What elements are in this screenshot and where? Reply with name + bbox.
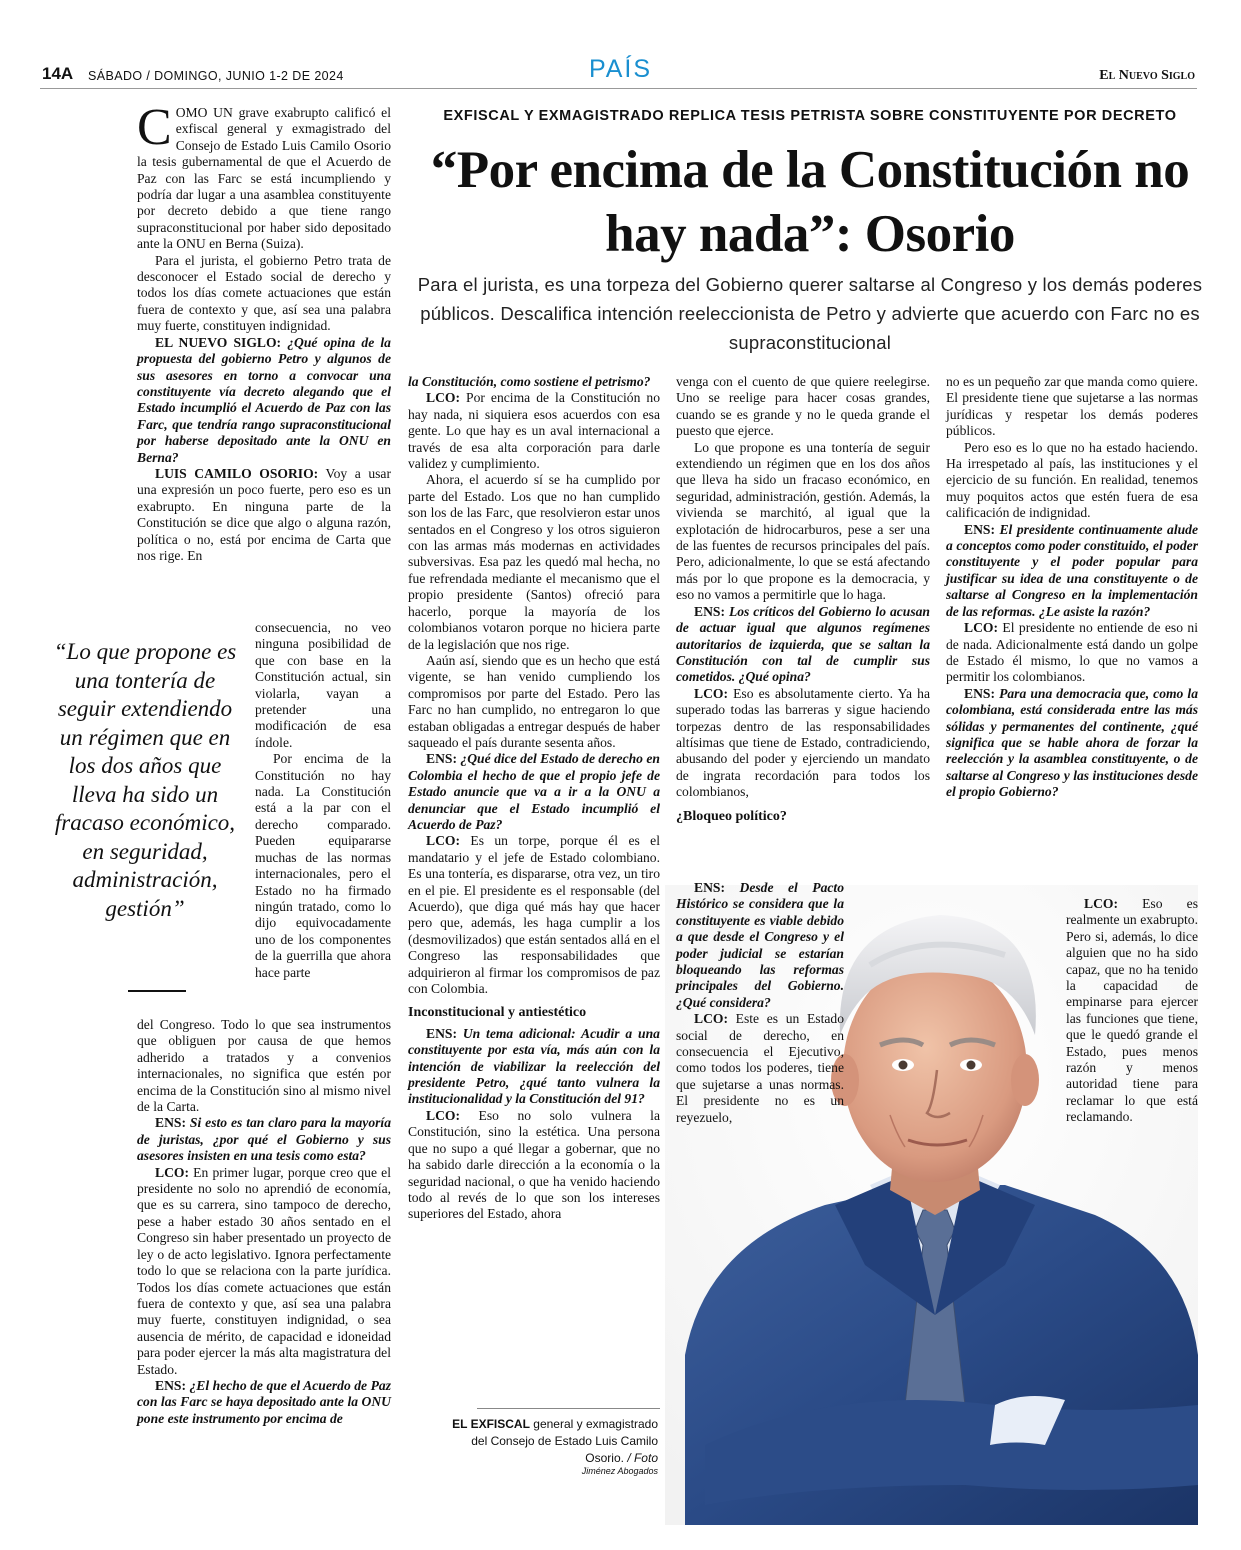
answer: LCO: Por encima de la Constitución no hay nada, ni siquiera esos acuerdos con esa gente. Lo que hay es un aval internacional a través de esa alta corporación para darle validez y cumplimiento. (408, 390, 660, 472)
paragraph: Aaún así, siendo que es un hecho que está vigente, se han venido cumpliendo los compromisos por parte del Estado. Pero las Farc no han cumplido, no entregaron lo que estaban obligadas a entregar después de haber saqueado el país durante sesenta años. (408, 652, 660, 750)
paragraph: no es un pequeño zar que manda como quiere. El presidente tiene que sujetarse a las normas jurídicas y respetar los demás poderes públicos. (946, 374, 1198, 439)
caption-rule (477, 1408, 660, 1409)
answer: LUIS CAMILO OSORIO: Voy a usar una expresión un poco fuerte, pero eso es un exabrupto. En ninguna parte de la Constitución se dice que algo o alguna razón, política o no, está por encima de Carta que nos rige. En (137, 465, 391, 563)
article-subtitle: Para el jurista, es una torpeza del Gobierno querer saltarse al Congreso y los demás poderes públicos. Descalifica intención reeleccionista de Petro y advierte que acuerdo con Farc no es supraconstitucional (417, 274, 1203, 353)
photo-caption (440, 1416, 658, 1467)
question: ENS: Si esto es tan claro para la mayoría de juristas, ¿por qué el Gobierno y sus asesores insisten en una tesis como esta? (137, 1115, 391, 1164)
subheading: Inconstitucional y antiestético (408, 1005, 587, 1021)
question: ENS: Un tema adicional: Acudir a una constituyente por esta vía, más aún con la intención de viabilizar la reelección del presidente Petro, ¿qué tanto vulnera la institucionalidad y la Constitución del 91? (408, 1025, 660, 1107)
drop-cap: C (137, 99, 172, 156)
caption-label: EL EXFISCAL (452, 1417, 530, 1431)
subheading: ¿Bloqueo político? (676, 808, 787, 824)
column-1-bottom (137, 1017, 391, 1427)
question: EL NUEVO SIGLO: ¿Qué opina de la propuesta del gobierno Petro y algunos de sus asesores en torno a convocar una constituyente vía decreto alegando que el Estado incumplió el Acuerdo de Paz con las Farc, que tendría rango supraconstitucional por haberse depositado ante la ONU en Berna? (137, 334, 391, 465)
answer: LCO: Eso no solo vulnera la Constitución, sino la estética. Una persona que no supo a qué llegar a gobernar, que no ha sabido darle dirección a la economía o la seguridad nacional, o que ha venido haciendo todo al revés de lo que son los intereses superiores del Estado, ahora (408, 1107, 660, 1222)
paragraph: consecuencia, no veo ninguna posibilidad de que con base en la Constitución actual, sin violarla, vayan a pretender una modificación de esa índole. (255, 620, 391, 750)
article-kicker: EXFISCAL Y EXMAGISTRADO REPLICA TESIS PETRISTA SOBRE CONSTITUYENTE POR DECRETO (443, 108, 1177, 124)
question: ENS: Desde el Pacto Histórico se considera que la constituyente es viable debido a que desde el Congreso y el poder judicial se estarían bloqueando las reformas principales del Gobierno. ¿Qué considera? (676, 880, 844, 1010)
answer: LCO: En primer lugar, porque creo que el presidente no solo no aprendió de economía, que es su carrera, sino tampoco de derecho, pese a haber estado 30 años sentado en el Congreso sin haber presentado un proyecto de ley o de acto legislativo. Ignora perfectamente todo lo que se relaciona con la parte jurídica. Todos los días comete actuaciones que están fuera de contexto y que, así sea una palabra muy fuerte, constituyen indignidad, o sea ausencia de mérito, de capacidad e idoneidad para poder ejercer la más alta magistratura del Estado. (137, 1164, 391, 1377)
question: ENS: El presidente continuamente alude a conceptos como poder constituido, el poder constituyente y el poder popular para justificar su idea de una constituyente o de saltarse al Congreso en la implementación de las reformas. ¿Le asiste la razón? (946, 521, 1198, 619)
issue-date: SÁBADO / DOMINGO, JUNIO 1-2 DE 2024 (88, 69, 344, 83)
answer: LCO: Es un torpe, porque él es el mandatario y el jefe de Estado colombiano. Es una tontería, es dispararse, otra vez, un tiro en el pie. El presidente es el responsable (del Acuerdo), que diga qué más hay que hacer pero que, además, les haga cumplir a los (desmovilizados) que están sentados allá en el Congreso las responsabilidades que adquirieron al firmar los compromisos de paz con Colombia. (408, 833, 660, 997)
paragraph: Ahora, el acuerdo sí se ha cumplido por parte del Estado. Los que no han cumplido son los de las Farc, que resolvieron estar unos sentados en el Congreso y los otros siguieron con las armas más modernas en actividades subversivas. Esa paz les quedó mal hecha, no fue refrendada mediante el mecanismo que el propio presidente (Santos) ofreció para hacerlo, porque la mayoría de los colombianos votaron porque no hiciera parte de la legislación que nos rige. (408, 472, 660, 652)
article-headline: “Por encima de la Constitución no hay nada”: Osorio (430, 141, 1190, 263)
photo-credit: Jiménez Abogados (581, 1466, 658, 1476)
question-continued: la Constitución, como sostiene el petrismo? (408, 374, 651, 389)
question: ENS: Para una democracia que, como la colombiana, está considerada entre las más sólidas y permanentes del continente, ¿qué significa que se hable ahora de forzar la reelección y la asamblea constituyente, o de saltarse al Congreso y las instituciones desde el propio Gobierno? (946, 685, 1198, 800)
column-3-wrap (676, 880, 844, 1126)
pull-quote-rule (128, 990, 186, 992)
newspaper-name: El Nuevo Siglo (1099, 68, 1195, 83)
paragraph: Pero eso es lo que no ha estado haciendo. Ha irrespetado al país, las instituciones y el ejercicio de su función. En realidad, tenemos muy poquitos actos que estén fuera de esa calificación de indignidad. (946, 439, 1198, 521)
column-1 (137, 99, 391, 564)
pull-quote: “Lo que propone es una tontería de seguir extendiendo un régimen que en los dos años que lleva ha sido un fracaso económico, en seguridad, administración, gestión” (53, 639, 237, 921)
paragraph: venga con el cuento de que quiere reelegirse. Uno se reelige para hacer cosas grandes, cuando se es grande y no le queda grande el puesto que ejerce. (676, 374, 930, 439)
section-label: PAÍS (588, 55, 653, 83)
question: ENS: ¿Qué dice del Estado de derecho en Colombia el hecho de que el propio jefe de Estado anuncie que va a ir a la ONU a denunciar que el Estado incumplió el Acuerdo de Paz? (408, 751, 660, 832)
page-number: 14A (42, 64, 74, 83)
column-1-wrap (255, 620, 391, 981)
caption-text: general y exmagistrado del Consejo de Estado Luis Camilo Osorio. (471, 1417, 658, 1465)
answer: LCO: El presidente no entiende de eso ni de nada. Adicionalmente está dando un golpe de Estado él mismo, lo que no vamos a permitir los colombianos. (946, 620, 1198, 685)
answer: LCO: Eso es realmente un exabrupto. Pero si, además, lo dice alguien que no ha sido capaz, que no ha tenido la capacidad de empinarse para ejercer las funciones que tiene, que le quedó grande el Estado, pues menos razón y menos autoridad tiene para reclamar lo que está reclamando. (1066, 896, 1198, 1125)
answer: LCO: Este es un Estado social de derecho, en consecuencia el Ejecutivo, como todos los poderes, tiene que sujetarse a unas normas. El presidente no es un reyezuelo, (676, 1011, 844, 1125)
column-3 (676, 374, 930, 829)
column-2 (408, 374, 660, 1223)
answer: LCO: Eso es absolutamente cierto. Ya ha superado todas las barreras y sigue haciendo torpezas dentro de las responsabilidades altísimas que tiene de Estado, contradiciendo, abusando del poder y ejerciendo un mandato de ingrata recordación para todos los colombianos, (676, 685, 930, 800)
header-rule (40, 88, 1197, 89)
paragraph: Lo que propone es una tontería de seguir extendiendo un régimen que en los dos años que lleva ha sido un fracaso económico, en seguridad, administración, gestión. Además, la vivienda se marchitó, al igual que la explotación de hidrocarburos, pese a ser una de las fuentes de recursos principales del país. Pero, adicionalmente, lo que se está afectando más por lo que propone es la democracia, y eso no vamos a permitirle que lo haga. (676, 439, 930, 603)
caption-foto: / Foto (627, 1451, 658, 1465)
column-4-wrap (1066, 896, 1198, 1126)
question: ENS: Los críticos del Gobierno lo acusan de actuar igual que algunos regímenes autoritarios de izquierda, que se saltan la Constitución con tal de cumplir sus cometidos. ¿Qué opina? (676, 603, 930, 685)
paragraph: Para el jurista, el gobierno Petro trata de desconocer el Estado social de derecho y todos los días comete actuaciones que están fuera de contexto y que, así sea una palabra muy fuerte, constituyen indignidad. (137, 252, 391, 334)
column-4 (946, 374, 1198, 801)
intro-paragraph: OMO UN grave exabrupto calificó el exfiscal general y exmagistrado del Consejo de Estado Luis Camilo Osorio la tesis gubernamental de que el Acuerdo de Paz con las Farc se está incumpliendo y podría dar lugar a una asamblea constituyente por decreto debido a que tiene rango supraconstitucional por haber sido depositado ante la ONU en Berna (Suiza). (137, 105, 391, 252)
question: ENS: ¿El hecho de que el Acuerdo de Paz con las Farc se haya depositado ante la ONU pone este instrumento por encima de (137, 1377, 391, 1426)
paragraph: del Congreso. Todo lo que sea instrumentos que obliguen por causa de que hemos adherido a tratados y a convenios internacionales, no significa que estén por encima de la Constitución sino al mismo nivel de la Carta. (137, 1017, 391, 1115)
paragraph: Por encima de la Constitución no hay nada. La Constitución está a la par con el derecho comparado. Pueden equipararse muchas de las normas internacionales, pero el Estado no ha firmado ningún tratado, como lo dijo equivocadamente uno de los componentes de la guerrilla que ahora hace parte (255, 751, 391, 980)
